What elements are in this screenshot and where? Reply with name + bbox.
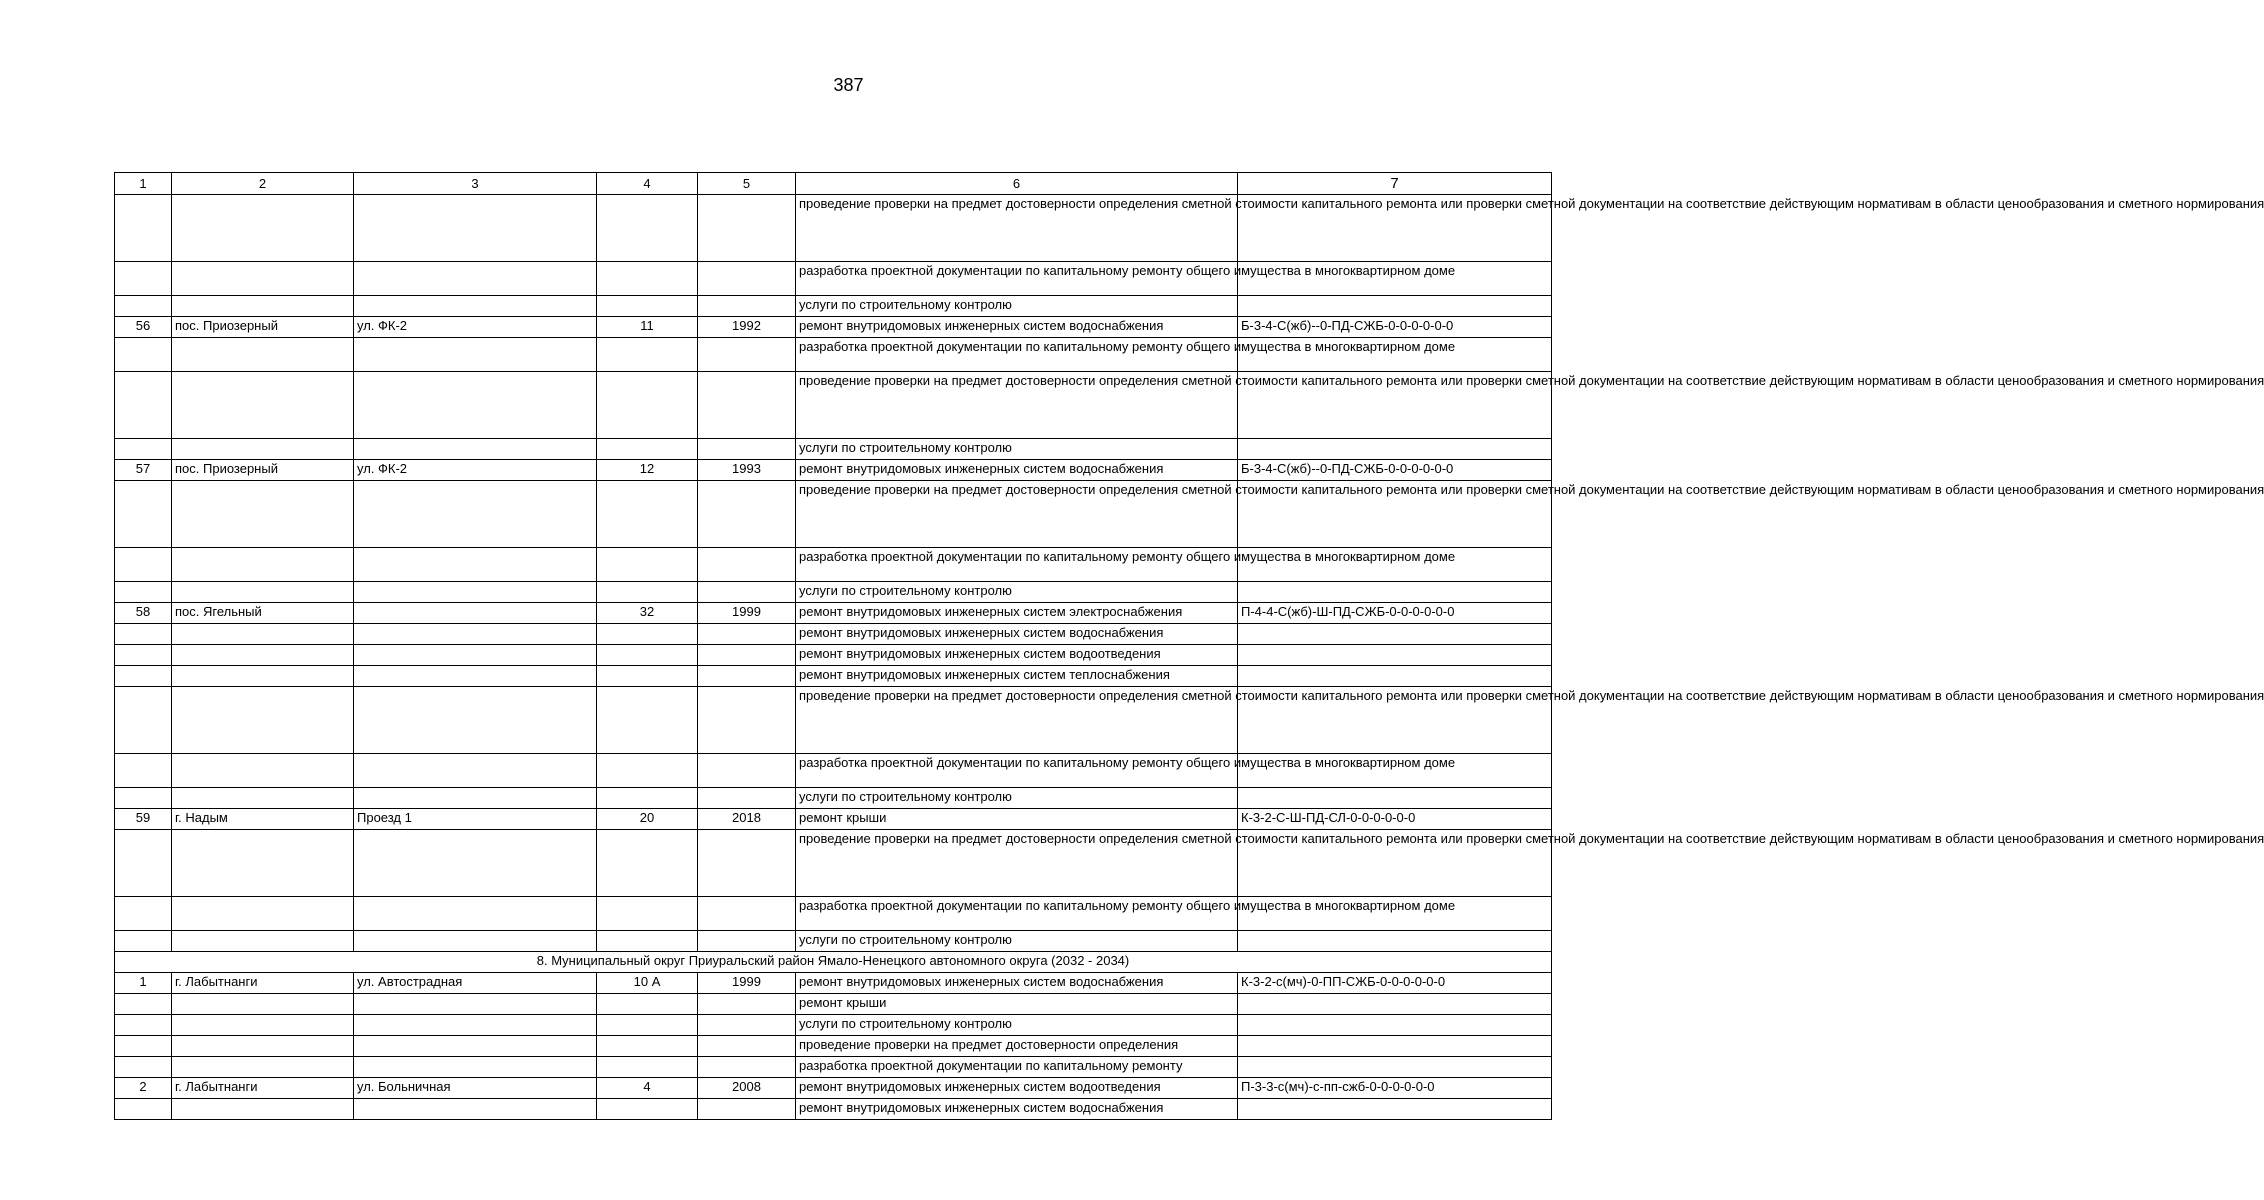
year-cell — [698, 897, 796, 931]
street-cell: ул. ФК-2 — [354, 317, 597, 338]
house-number-cell: 11 — [597, 317, 698, 338]
street-cell — [354, 754, 597, 788]
house-number-cell: 32 — [597, 603, 698, 624]
house-number-cell — [597, 372, 698, 439]
table-row — [115, 1015, 1552, 1036]
work-type-cell: услуги по строительному контролю — [796, 788, 1238, 809]
settlement-cell — [172, 195, 354, 262]
house-number-cell: 12 — [597, 460, 698, 481]
table-row — [115, 195, 1552, 262]
settlement-cell — [172, 439, 354, 460]
street-cell: ул. Больничная — [354, 1078, 597, 1099]
year-cell — [698, 262, 796, 296]
row-number-cell — [115, 666, 172, 687]
table-body — [115, 195, 2264, 1120]
row-number-cell: 56 — [115, 317, 172, 338]
table-row — [115, 317, 1552, 338]
year-cell — [698, 687, 796, 754]
house-number-cell — [597, 296, 698, 317]
building-code-cell: Б-3-4-С(жб)--0-ПД-СЖБ-0-0-0-0-0-0 — [1238, 317, 1552, 338]
building-code-cell — [1238, 1057, 1552, 1078]
page-number: 387 — [833, 75, 864, 95]
table-row — [115, 973, 1552, 994]
row-number-cell — [115, 1057, 172, 1078]
year-cell: 1999 — [698, 603, 796, 624]
settlement-cell — [172, 666, 354, 687]
building-code-cell — [1238, 666, 1552, 687]
year-cell — [698, 195, 796, 262]
table-row — [115, 645, 1552, 666]
year-cell: 2008 — [698, 1078, 796, 1099]
house-number-cell — [597, 1036, 698, 1057]
year-cell: 1992 — [698, 317, 796, 338]
settlement-cell: пос. Приозерный — [172, 317, 354, 338]
work-type-cell: ремонт внутридомовых инженерных систем электроснабжения — [796, 603, 1238, 624]
row-number-cell — [115, 1036, 172, 1057]
year-cell — [698, 481, 796, 548]
row-number-cell — [115, 931, 172, 952]
work-type-cell: проведение проверки на предмет достоверности определения сметной стоимости капитального ремонта или проверки сметной документации на соответствие действующим нормативам в области ценообразования и сметного нормирования — [796, 687, 1238, 754]
building-code-cell — [1238, 624, 1552, 645]
house-number-cell — [597, 931, 698, 952]
row-number-cell: 58 — [115, 603, 172, 624]
year-cell — [698, 788, 796, 809]
year-cell: 1999 — [698, 973, 796, 994]
settlement-cell — [172, 754, 354, 788]
work-type-cell: услуги по строительному контролю — [796, 439, 1238, 460]
table-row — [115, 1078, 1552, 1099]
settlement-cell: г. Надым — [172, 809, 354, 830]
column-header-7: 7 — [1238, 173, 1552, 195]
year-cell — [698, 1057, 796, 1078]
year-cell — [698, 830, 796, 897]
street-cell — [354, 439, 597, 460]
row-number-cell — [115, 481, 172, 548]
table-row — [115, 931, 1552, 952]
house-number-cell — [597, 1015, 698, 1036]
settlement-cell — [172, 931, 354, 952]
street-cell — [354, 687, 597, 754]
house-number-cell — [597, 645, 698, 666]
row-number-cell — [115, 788, 172, 809]
table-row — [115, 897, 1552, 931]
table-row — [115, 582, 1552, 603]
house-number-cell — [597, 262, 698, 296]
row-number-cell: 57 — [115, 460, 172, 481]
work-type-cell: разработка проектной документации по капитальному ремонту общего имущества в многоквартирном доме — [796, 262, 1238, 296]
table-row — [115, 460, 1552, 481]
table-row — [115, 788, 1552, 809]
house-number-cell — [597, 481, 698, 548]
row-number-cell — [115, 582, 172, 603]
street-cell — [354, 296, 597, 317]
street-cell — [354, 338, 597, 372]
row-number-cell — [115, 372, 172, 439]
settlement-cell — [172, 582, 354, 603]
house-number-cell — [597, 687, 698, 754]
street-cell — [354, 1036, 597, 1057]
column-header-3: 3 — [354, 173, 597, 195]
settlement-cell — [172, 830, 354, 897]
work-type-cell: проведение проверки на предмет достоверности определения сметной стоимости капитального ремонта или проверки сметной документации на соответствие действующим нормативам в области ценообразования и сметного нормирования — [796, 195, 1238, 262]
year-cell — [698, 645, 796, 666]
street-cell — [354, 897, 597, 931]
year-cell — [698, 1036, 796, 1057]
year-cell — [698, 1015, 796, 1036]
work-type-cell: ремонт крыши — [796, 809, 1238, 830]
table-row — [115, 624, 1552, 645]
column-header-5: 5 — [698, 173, 796, 195]
street-cell — [354, 994, 597, 1015]
year-cell — [698, 548, 796, 582]
settlement-cell — [172, 296, 354, 317]
year-cell — [698, 372, 796, 439]
settlement-cell: пос. Ягельный — [172, 603, 354, 624]
table-row — [115, 1057, 1552, 1078]
street-cell: ул. ФК-2 — [354, 460, 597, 481]
building-code-cell — [1238, 296, 1552, 317]
house-number-cell — [597, 788, 698, 809]
street-cell — [354, 481, 597, 548]
table-row — [115, 1099, 1552, 1120]
settlement-cell — [172, 624, 354, 645]
work-type-cell: проведение проверки на предмет достоверности определения — [796, 1036, 1238, 1057]
house-number-cell — [597, 1057, 698, 1078]
settlement-cell: пос. Приозерный — [172, 460, 354, 481]
work-type-cell: услуги по строительному контролю — [796, 296, 1238, 317]
table-row — [115, 338, 1552, 372]
year-cell — [698, 296, 796, 317]
row-number-cell — [115, 338, 172, 372]
year-cell: 1993 — [698, 460, 796, 481]
table-row — [115, 372, 1552, 439]
row-number-cell — [115, 830, 172, 897]
street-cell — [354, 195, 597, 262]
settlement-cell — [172, 994, 354, 1015]
column-header-1: 1 — [115, 173, 172, 195]
house-number-cell — [597, 624, 698, 645]
street-cell — [354, 788, 597, 809]
row-number-cell — [115, 262, 172, 296]
year-cell — [698, 994, 796, 1015]
work-type-cell: ремонт внутридомовых инженерных систем водоотведения — [796, 1078, 1238, 1099]
house-number-cell — [597, 754, 698, 788]
building-code-cell — [1238, 645, 1552, 666]
row-number-cell — [115, 195, 172, 262]
settlement-cell — [172, 687, 354, 754]
house-number-cell — [597, 897, 698, 931]
table-row — [115, 603, 1552, 624]
table-row — [115, 666, 1552, 687]
table-row — [115, 809, 1552, 830]
house-number-cell — [597, 994, 698, 1015]
work-type-cell: услуги по строительному контролю — [796, 1015, 1238, 1036]
row-number-cell — [115, 897, 172, 931]
work-type-cell: разработка проектной документации по капитальному ремонту общего имущества в многоквартирном доме — [796, 338, 1238, 372]
settlement-cell — [172, 1057, 354, 1078]
work-type-cell: ремонт внутридомовых инженерных систем водоснабжения — [796, 624, 1238, 645]
settlement-cell — [172, 645, 354, 666]
row-number-cell — [115, 754, 172, 788]
building-code-cell: П-4-4-С(жб)-Ш-ПД-СЖБ-0-0-0-0-0-0 — [1238, 603, 1552, 624]
year-cell — [698, 624, 796, 645]
row-number-cell — [115, 624, 172, 645]
building-code-cell — [1238, 994, 1552, 1015]
building-code-cell — [1238, 582, 1552, 603]
street-cell — [354, 548, 597, 582]
work-type-cell: разработка проектной документации по капитальному ремонту — [796, 1057, 1238, 1078]
settlement-cell — [172, 788, 354, 809]
table-row — [115, 296, 1552, 317]
table-row — [115, 754, 1552, 788]
table-row — [115, 548, 1552, 582]
row-number-cell — [115, 687, 172, 754]
building-code-cell — [1238, 788, 1552, 809]
year-cell — [698, 666, 796, 687]
street-cell — [354, 1015, 597, 1036]
year-cell — [698, 439, 796, 460]
street-cell — [354, 666, 597, 687]
work-type-cell: услуги по строительному контролю — [796, 582, 1238, 603]
table-row — [115, 994, 1552, 1015]
settlement-cell — [172, 1099, 354, 1120]
street-cell — [354, 1057, 597, 1078]
street-cell — [354, 645, 597, 666]
work-type-cell: разработка проектной документации по капитальному ремонту общего имущества в многоквартирном доме — [796, 897, 1238, 931]
street-cell — [354, 372, 597, 439]
settlement-cell: г. Лабытнанги — [172, 973, 354, 994]
section-header-row — [115, 952, 1552, 973]
row-number-cell — [115, 548, 172, 582]
work-type-cell: разработка проектной документации по капитальному ремонту общего имущества в многоквартирном доме — [796, 548, 1238, 582]
work-type-cell: ремонт внутридомовых инженерных систем водоснабжения — [796, 1099, 1238, 1120]
house-number-cell: 20 — [597, 809, 698, 830]
settlement-cell — [172, 338, 354, 372]
work-type-cell: ремонт крыши — [796, 994, 1238, 1015]
settlement-cell — [172, 481, 354, 548]
house-number-cell — [597, 195, 698, 262]
street-cell: ул. Автострадная — [354, 973, 597, 994]
year-cell — [698, 754, 796, 788]
work-type-cell: ремонт внутридомовых инженерных систем теплоснабжения — [796, 666, 1238, 687]
building-code-cell — [1238, 1036, 1552, 1057]
settlement-cell — [172, 372, 354, 439]
year-cell — [698, 1099, 796, 1120]
house-number-cell — [597, 666, 698, 687]
building-code-cell — [1238, 1015, 1552, 1036]
building-code-cell: К-3-2-с(мч)-0-ПП-СЖБ-0-0-0-0-0-0 — [1238, 973, 1552, 994]
section-title: 8. Муниципальный округ Приуральский район Ямало-Ненецкого автономного округа (2032 - 2034) — [115, 952, 1552, 973]
work-type-cell: ремонт внутридомовых инженерных систем водоснабжения — [796, 317, 1238, 338]
street-cell — [354, 931, 597, 952]
row-number-cell — [115, 296, 172, 317]
house-number-cell: 4 — [597, 1078, 698, 1099]
table-row — [115, 1036, 1552, 1057]
work-type-cell: услуги по строительному контролю — [796, 931, 1238, 952]
row-number-cell: 59 — [115, 809, 172, 830]
year-cell — [698, 931, 796, 952]
table-row — [115, 830, 1552, 897]
work-type-cell: разработка проектной документации по капитальному ремонту общего имущества в многоквартирном доме — [796, 754, 1238, 788]
work-type-cell: проведение проверки на предмет достоверности определения сметной стоимости капитального ремонта или проверки сметной документации на соответствие действующим нормативам в области ценообразования и сметного нормирования — [796, 372, 1238, 439]
building-code-cell: П-3-3-с(мч)-с-пп-сжб-0-0-0-0-0-0 — [1238, 1078, 1552, 1099]
year-cell: 2018 — [698, 809, 796, 830]
street-cell — [354, 603, 597, 624]
row-number-cell — [115, 439, 172, 460]
street-cell — [354, 624, 597, 645]
house-number-cell — [597, 1099, 698, 1120]
settlement-cell — [172, 897, 354, 931]
row-number-cell — [115, 1099, 172, 1120]
year-cell — [698, 582, 796, 603]
street-cell — [354, 830, 597, 897]
repair-program-table — [114, 172, 2264, 1120]
table-row — [115, 262, 1552, 296]
settlement-cell — [172, 262, 354, 296]
year-cell — [698, 338, 796, 372]
table-row — [115, 481, 1552, 548]
work-type-cell: ремонт внутридомовых инженерных систем водоснабжения — [796, 973, 1238, 994]
row-number-cell: 2 — [115, 1078, 172, 1099]
row-number-cell: 1 — [115, 973, 172, 994]
work-type-cell: ремонт внутридомовых инженерных систем водоотведения — [796, 645, 1238, 666]
column-header-6: 6 — [796, 173, 1238, 195]
building-code-cell — [1238, 439, 1552, 460]
building-code-cell — [1238, 1099, 1552, 1120]
column-header-4: 4 — [597, 173, 698, 195]
street-cell — [354, 1099, 597, 1120]
work-type-cell: ремонт внутридомовых инженерных систем водоснабжения — [796, 460, 1238, 481]
street-cell — [354, 262, 597, 296]
row-number-cell — [115, 645, 172, 666]
settlement-cell — [172, 548, 354, 582]
table-row — [115, 687, 1552, 754]
building-code-cell: Б-3-4-С(жб)--0-ПД-СЖБ-0-0-0-0-0-0 — [1238, 460, 1552, 481]
settlement-cell — [172, 1015, 354, 1036]
row-number-cell — [115, 1015, 172, 1036]
row-number-cell — [115, 994, 172, 1015]
building-code-cell: К-3-2-С-Ш-ПД-СЛ-0-0-0-0-0-0 — [1238, 809, 1552, 830]
house-number-cell — [597, 548, 698, 582]
house-number-cell: 10 А — [597, 973, 698, 994]
street-cell: Проезд 1 — [354, 809, 597, 830]
table-row — [115, 439, 1552, 460]
house-number-cell — [597, 582, 698, 603]
building-code-cell — [1238, 931, 1552, 952]
house-number-cell — [597, 439, 698, 460]
settlement-cell: г. Лабытнанги — [172, 1078, 354, 1099]
header-row — [115, 173, 1552, 195]
work-type-cell: проведение проверки на предмет достоверности определения сметной стоимости капитального ремонта или проверки сметной документации на соответствие действующим нормативам в области ценообразования и сметного нормирования — [796, 481, 1238, 548]
settlement-cell — [172, 1036, 354, 1057]
column-header-2: 2 — [172, 173, 354, 195]
street-cell — [354, 582, 597, 603]
work-type-cell: проведение проверки на предмет достоверности определения сметной стоимости капитального ремонта или проверки сметной документации на соответствие действующим нормативам в области ценообразования и сметного нормирования — [796, 830, 1238, 897]
house-number-cell — [597, 830, 698, 897]
house-number-cell — [597, 338, 698, 372]
